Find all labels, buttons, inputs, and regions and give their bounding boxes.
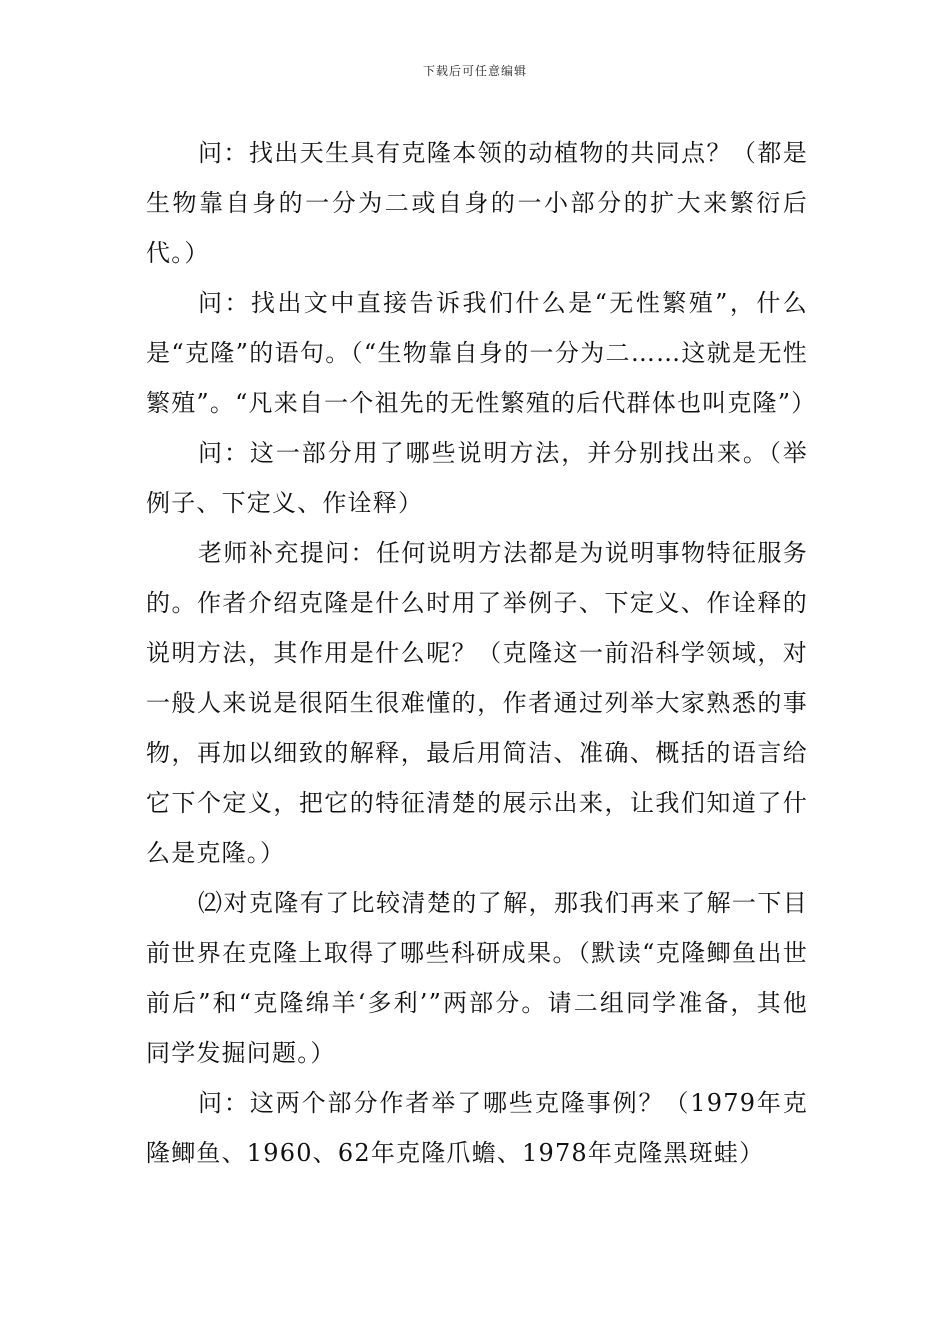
paragraph-cloning-examples: 问：这两个部分作者举了哪些克隆事例？（1979年克隆鲫鱼、1960、62年克隆爪蟾、1978年克隆黑斑蛙） — [146, 1089, 808, 1167]
paragraph-teacher-question: 老师补充提问：任何说明方法都是为说明事物特征服务的。作者介绍克隆是什么时用了举例子、下定义、作诠释的说明方法，其作用是什么呢？（克隆这一前沿科学领域，对一般人来说是很陌生很难懂的，作者通过列举大家熟悉的事物，再加以细致的解释，最后用简洁、准确、概括的语言给它下个定义，把它的特征清楚的展示出来，让我们知道了什么是克隆。） — [146, 539, 808, 867]
paragraph-definition-question: 问：找出文中直接告诉我们什么是“无性繁殖”，什么是“克隆”的语句。（“生物靠自身的一分为二……这就是无性繁殖”。“凡来自一个祖先的无性繁殖的后代群体也叫克隆”） — [146, 289, 817, 417]
paragraph-research-results: ⑵对克隆有了比较清楚的了解，那我们再来了解一下目前世界在克隆上取得了哪些科研成果。（默读“克隆鲫鱼出世前后”和“克隆绵羊‘多利’”两部分。请二组同学准备，其他同学发掘问题。） — [146, 889, 808, 1067]
document-body — [146, 128, 817, 1178]
page-header: 下载后可任意编辑 — [422, 64, 527, 78]
paragraph-methods-question: 问：这一部分用了哪些说明方法，并分别找出来。（举例子、下定义、作诠释） — [146, 439, 808, 517]
paragraph-common-traits-question: 问：找出天生具有克隆本领的动植物的共同点？（都是生物靠自身的一分为二或自身的一小部分的扩大来繁衍后代。） — [146, 139, 808, 267]
